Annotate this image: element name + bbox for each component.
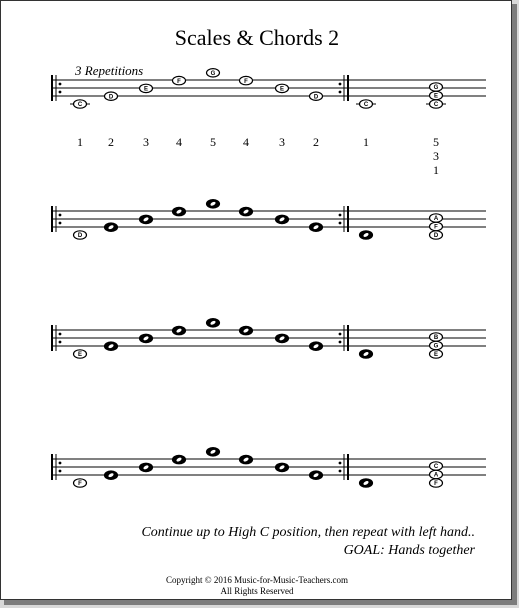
whole-note xyxy=(430,341,443,349)
whole-note xyxy=(276,215,289,223)
whole-note xyxy=(430,214,443,222)
repeat-dot xyxy=(59,222,62,225)
whole-note xyxy=(70,100,90,108)
page-title: Scales & Chords 2 xyxy=(174,25,340,50)
whole-note xyxy=(173,326,186,334)
note-letter: F xyxy=(177,78,181,85)
whole-note xyxy=(430,91,443,99)
whole-note xyxy=(360,350,373,358)
chord-finger-number: 1 xyxy=(433,163,439,177)
whole-note xyxy=(207,448,220,456)
page-shadow-right xyxy=(512,4,517,604)
page-shadow-bottom xyxy=(4,600,517,605)
staff-system xyxy=(52,319,486,359)
finger-number: 3 xyxy=(143,135,149,149)
staff-system xyxy=(52,69,486,177)
chord-finger-number: 3 xyxy=(433,149,439,163)
repeat-dot xyxy=(339,91,342,94)
whole-note xyxy=(430,222,443,230)
note-letter: E xyxy=(433,93,439,100)
whole-note xyxy=(207,69,220,77)
whole-note xyxy=(430,83,443,91)
note-letter: E xyxy=(77,352,83,359)
repeat-dot xyxy=(59,214,62,217)
whole-note xyxy=(430,470,443,478)
repeat-dot xyxy=(339,341,342,344)
whole-note xyxy=(140,463,153,471)
repeat-dot xyxy=(339,333,342,336)
whole-note xyxy=(276,334,289,342)
repeat-dot xyxy=(339,83,342,86)
note-letter: D xyxy=(77,233,83,240)
copyright-line-1: Copyright © 2016 Music-for-Music-Teachers.com xyxy=(166,575,348,585)
note-letter: E xyxy=(433,352,439,359)
whole-note xyxy=(240,326,253,334)
whole-note xyxy=(240,76,253,84)
repeat-dot xyxy=(59,341,62,344)
note-letter: B xyxy=(433,335,439,342)
note-letter: F xyxy=(434,481,438,488)
whole-note xyxy=(430,350,443,358)
repeat-dot xyxy=(339,470,342,473)
finger-number: 5 xyxy=(210,135,216,149)
repeat-dot xyxy=(339,214,342,217)
whole-note xyxy=(426,100,446,108)
copyright-line-2: All Rights Reserved xyxy=(220,586,294,596)
note-letter: F xyxy=(244,78,248,85)
whole-note xyxy=(276,463,289,471)
whole-note xyxy=(207,200,220,208)
note-letter: G xyxy=(433,85,439,92)
finger-number: 2 xyxy=(108,135,114,149)
whole-note xyxy=(207,319,220,327)
finger-number: 1 xyxy=(363,135,369,149)
whole-note xyxy=(140,334,153,342)
whole-note xyxy=(310,92,323,100)
staff-system xyxy=(52,200,486,240)
whole-note xyxy=(276,84,289,92)
repetitions-label: 3 Repetitions xyxy=(75,63,144,78)
note-letter: G xyxy=(210,71,216,77)
note-letter: A xyxy=(433,472,439,479)
note-letter: C xyxy=(433,102,439,109)
finger-number: 1 xyxy=(77,135,83,149)
repeat-dot xyxy=(339,222,342,225)
whole-note xyxy=(105,471,118,479)
whole-note xyxy=(173,76,186,84)
note-letter: F xyxy=(78,481,82,488)
whole-note xyxy=(140,215,153,223)
note-letter: D xyxy=(433,233,439,240)
note-letter: D xyxy=(313,94,319,101)
whole-note xyxy=(74,350,87,358)
note-letter: E xyxy=(143,86,149,93)
note-letter: E xyxy=(279,86,285,93)
note-letter: C xyxy=(77,102,83,109)
whole-note xyxy=(430,462,443,470)
repeat-dot xyxy=(59,83,62,86)
whole-note xyxy=(105,223,118,231)
repeat-dot xyxy=(59,462,62,465)
whole-note xyxy=(173,455,186,463)
whole-note xyxy=(173,207,186,215)
repeat-dot xyxy=(59,470,62,473)
chord-finger-number: 5 xyxy=(433,135,439,149)
instructions-line-1: Continue up to High C position, then repeat with left hand.. xyxy=(141,525,475,540)
note-letter: D xyxy=(108,94,114,101)
whole-note xyxy=(430,479,443,487)
repeat-dot xyxy=(59,333,62,336)
note-letter: F xyxy=(434,224,438,231)
repeat-dot xyxy=(59,91,62,94)
instructions-line-2: GOAL: Hands together xyxy=(343,543,475,558)
finger-number: 3 xyxy=(279,135,285,149)
whole-note xyxy=(105,342,118,350)
note-letter: A xyxy=(433,216,439,223)
whole-note xyxy=(430,333,443,341)
finger-number: 2 xyxy=(313,135,319,149)
whole-note xyxy=(360,231,373,239)
whole-note xyxy=(240,207,253,215)
whole-note xyxy=(430,231,443,239)
finger-number: 4 xyxy=(176,135,182,149)
whole-note xyxy=(74,231,87,239)
whole-note xyxy=(74,479,87,487)
whole-note xyxy=(140,84,153,92)
note-letter: C xyxy=(363,102,369,109)
repeat-dot xyxy=(339,462,342,465)
whole-note xyxy=(105,92,118,100)
note-letter: C xyxy=(433,464,439,471)
whole-note xyxy=(356,100,376,108)
whole-note xyxy=(310,342,323,350)
whole-note xyxy=(310,471,323,479)
whole-note xyxy=(310,223,323,231)
note-letter: G xyxy=(433,343,439,350)
whole-note xyxy=(360,479,373,487)
finger-number: 4 xyxy=(243,135,249,149)
whole-note xyxy=(240,455,253,463)
staff-system xyxy=(52,448,486,488)
